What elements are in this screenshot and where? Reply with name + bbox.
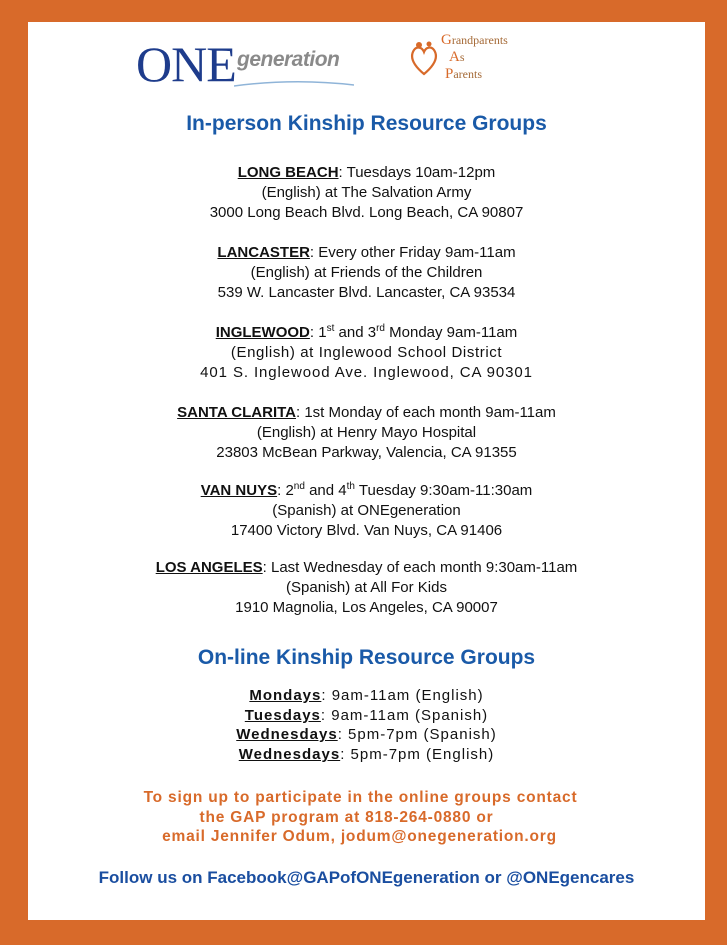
address-text: 1910 Magnolia, Los Angeles, CA 90007 — [235, 599, 498, 616]
in-person-heading: In-person Kinship Resource Groups — [186, 112, 547, 135]
gap-cap-a: A — [449, 49, 460, 65]
online-sessions — [28, 686, 705, 765]
venue-text: (English) at The Salvation Army — [261, 184, 472, 201]
schedule-text: Last Wednesday of each month 9:30am-11am — [271, 559, 578, 576]
grandparents-as-parents-logo — [408, 32, 558, 84]
session-detail: 5pm-7pm (Spanish) — [348, 726, 497, 744]
session-day: Wednesdays — [238, 746, 341, 764]
swoosh-icon — [234, 76, 354, 90]
logo-generation-text: generation — [237, 48, 340, 71]
address-text: 539 W. Lancaster Blvd. Lancaster, CA 93534 — [217, 284, 516, 301]
online-heading: On-line Kinship Resource Groups — [197, 646, 536, 669]
group-van-nuys: VAN NUYS: 2nd and 4th Tuesday 9:30am-11:30am (Spanish) at ONEgeneration 17400 Victory Blvd. Van Nuys, CA 91406 — [28, 481, 705, 541]
session-detail: 5pm-7pm (English) — [350, 746, 495, 764]
location-label: LOS ANGELES — [155, 559, 263, 576]
schedule-text: Every other Friday 9am-11am — [318, 244, 516, 261]
flyer-sheet — [28, 22, 705, 920]
venue-text: (English) at Henry Mayo Hospital — [256, 424, 477, 441]
signup-line-3: email Jennifer Odum, jodum@onegeneration.org — [162, 828, 557, 845]
session-day: Wednesdays — [236, 726, 338, 744]
session-day: Tuesdays — [244, 706, 321, 724]
session-row: Wednesdays: 5pm-7pm (Spanish) — [236, 726, 497, 744]
session-detail: 9am-11am (Spanish) — [331, 706, 489, 724]
heart-figures-icon — [408, 40, 440, 76]
gap-word-randparents: randparents — [451, 33, 508, 47]
session-detail: 9am-11am (English) — [331, 687, 484, 704]
group-santa-clarita: SANTA CLARITA: 1st Monday of each month 9am-11am (English) at Henry Mayo Hospital 23803 McBean Parkway, Valencia, CA 91355 — [28, 403, 705, 463]
session-day: Mondays — [249, 687, 322, 704]
signup-instructions — [28, 788, 705, 847]
group-inglewood: INGLEWOOD: 1st and 3rd Monday 9am-11am (English) at Inglewood School District 401 S. Inglewood Ave. Inglewood, CA 90301 — [28, 323, 705, 383]
gap-cap-g: G — [441, 32, 452, 48]
schedule-text: 2nd and 4th Tuesday 9:30am-11:30am — [285, 481, 533, 499]
location-label: INGLEWOOD — [215, 324, 310, 341]
gap-word-s: s — [459, 50, 465, 64]
session-row: Mondays: 9am-11am (English) — [249, 687, 484, 704]
schedule-text: Tuesdays 10am-12pm — [346, 164, 496, 181]
group-long-beach: LONG BEACH: Tuesdays 10am-12pm (English) at The Salvation Army 3000 Long Beach Blvd. Long Beach, CA 90807 — [28, 163, 705, 223]
gap-word-arents: arents — [453, 67, 482, 81]
session-row: Tuesdays: 9am-11am (Spanish) — [244, 706, 489, 724]
location-label: LONG BEACH — [237, 164, 339, 181]
group-los-angeles: LOS ANGELES: Last Wednesday of each month 9:30am-11am (Spanish) at All For Kids 1910 Magnolia, Los Angeles, CA 90007 — [28, 558, 705, 618]
location-label: LANCASTER — [217, 244, 310, 261]
follow-us-text: Follow us on Facebook@GAPofONEgeneration or @ONEgencares — [98, 868, 635, 887]
venue-text: (Spanish) at ONEgeneration — [272, 502, 461, 519]
gap-logo-text — [441, 32, 508, 83]
address-text: 401 S. Inglewood Ave. Inglewood, CA 90301 — [200, 364, 533, 381]
session-row: Wednesdays: 5pm-7pm (English) — [238, 746, 495, 764]
schedule-text: 1st and 3rd Monday 9am-11am — [318, 323, 518, 341]
address-text: 17400 Victory Blvd. Van Nuys, CA 91406 — [230, 522, 503, 539]
location-label: SANTA CLARITA — [177, 404, 296, 421]
schedule-text: 1st Monday of each month 9am-11am — [304, 404, 556, 421]
location-label: VAN NUYS — [200, 482, 278, 499]
group-lancaster: LANCASTER: Every other Friday 9am-11am (English) at Friends of the Children 539 W. Lancaster Blvd. Lancaster, CA 93534 — [28, 243, 705, 303]
venue-text: (Spanish) at All For Kids — [286, 579, 447, 596]
signup-line-2: the GAP program at 818-264-0880 or — [199, 808, 494, 826]
logo-one-text: ONE — [136, 36, 236, 92]
venue-text: (English) at Inglewood School District — [230, 344, 503, 361]
venue-text: (English) at Friends of the Children — [250, 264, 483, 281]
onegeneration-logo — [136, 34, 356, 94]
address-text: 3000 Long Beach Blvd. Long Beach, CA 90807 — [209, 204, 524, 221]
gap-cap-p: P — [445, 66, 454, 82]
signup-line-1: To sign up to participate in the online groups contact — [143, 789, 578, 806]
address-text: 23803 McBean Parkway, Valencia, CA 91355 — [216, 444, 517, 461]
